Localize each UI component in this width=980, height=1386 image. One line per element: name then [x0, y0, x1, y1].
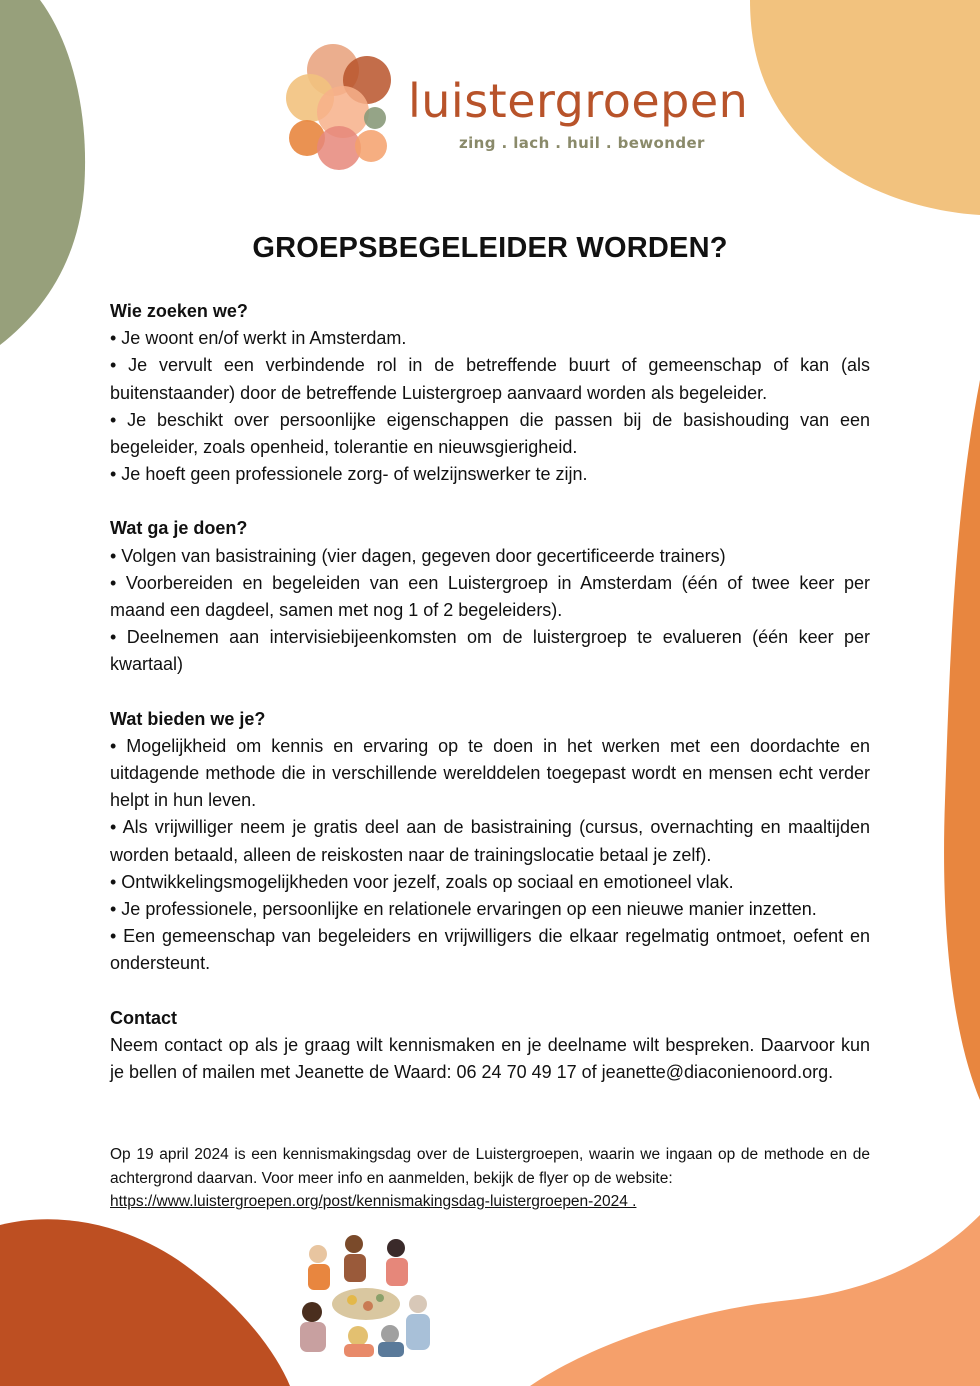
- section-wat-bieden-we-je: [110, 706, 870, 978]
- peach-blob-bottom-right: [530, 1215, 980, 1386]
- logo-circles-icon: [285, 40, 405, 170]
- list-item: • Voorbereiden en begeleiden van een Luistergroep in Amsterdam (één of twee keer per maand een dagdeel, samen met nog 1 of 2 begeleiders).: [110, 572, 870, 621]
- rust-blob-bottom-left: [0, 1215, 290, 1386]
- section-contact: [110, 1005, 870, 1087]
- section-heading: Wie zoeken we?: [110, 301, 248, 321]
- list-item: • Een gemeenschap van begeleiders en vrijwilligers die elkaar regelmatig ontmoet, oefent en ondersteunt.: [110, 926, 870, 974]
- contact-text: Neem contact op als je graag wilt kennismaken en je deelname wilt bespreken. Daarvoor kun je bellen of mailen met Jeanette de Waard: 06 24 70 49 17 of jeanette@diaconienoord.org.: [110, 1034, 870, 1083]
- logo-tagline: zing . lach . huil . bewonder: [459, 134, 705, 152]
- list-item: • Je hoeft geen professionele zorg- of welzijnswerker te zijn.: [110, 464, 588, 485]
- list-item: • Je woont en/of werkt in Amsterdam.: [110, 328, 407, 349]
- section-wat-ga-je-doen: [110, 515, 870, 678]
- olive-blob-top-left: [0, 0, 90, 350]
- section-heading: Contact: [110, 1007, 177, 1028]
- section-wie-zoeken-we: [110, 298, 870, 488]
- event-link[interactable]: https://www.luistergroepen.org/post/kennismakingsdag-luistergroepen-2024 .: [110, 1193, 637, 1210]
- section-heading: Wat ga je doen?: [110, 518, 248, 539]
- section-heading: Wat bieden we je?: [110, 708, 266, 729]
- list-item: • Deelnemen aan intervisiebijeenkomsten om de luistergroep te evalueren (één keer per kwartaal): [110, 627, 870, 675]
- list-item: • Ontwikkelingsmogelijkheden voor jezelf, zoals op sociaal en emotioneel vlak.: [110, 871, 734, 892]
- logo-wordmark: luistergroepen: [408, 74, 749, 128]
- list-item: • Mogelijkheid om kennis en ervaring op te doen in het werken met een doordachte en uitdagende methode die in verschillende werelddelen toegepast wordt en mensen echt verder helpt in hun leven.: [110, 735, 870, 811]
- event-note: [110, 1143, 870, 1214]
- list-item: • Je vervult een verbindende rol in de betreffende buurt of gemeenschap of kan (als buitenstaander) door de betreffende Luistergroep aanvaard worden als begeleider.: [110, 355, 870, 403]
- page-title: GROEPSBEGELEIDER WORDEN?: [252, 232, 728, 264]
- event-note-text: Op 19 april 2024 is een kennismakingsdag over de Luistergroepen, waarin we ingaan op de methode en de achtergrond daarvan. Voor meer info en aanmelden, bekijk de flyer op de website:: [110, 1146, 870, 1187]
- list-item: • Volgen van basistraining (vier dagen, gegeven door gecertificeerde trainers): [110, 545, 726, 566]
- list-item: • Je professionele, persoonlijke en relationele ervaringen op een nieuwe manier inzetten.: [110, 899, 817, 920]
- sand-blob-top-right: [740, 0, 980, 220]
- group-illustration-icon: [296, 1232, 436, 1357]
- main-content: [110, 298, 870, 1113]
- list-item: • Als vrijwilliger neem je gratis deel aan de basistraining (cursus, overnachting en maaltijden worden betaald, alleen de reiskosten naar de trainingslocatie betaal je zelf).: [110, 817, 870, 865]
- orange-blob-right: [900, 380, 980, 1100]
- list-item: • Je beschikt over persoonlijke eigenschappen die passen bij de basishouding van een begeleider, zoals openheid, tolerantie en nieuwsgierigheid.: [110, 409, 870, 458]
